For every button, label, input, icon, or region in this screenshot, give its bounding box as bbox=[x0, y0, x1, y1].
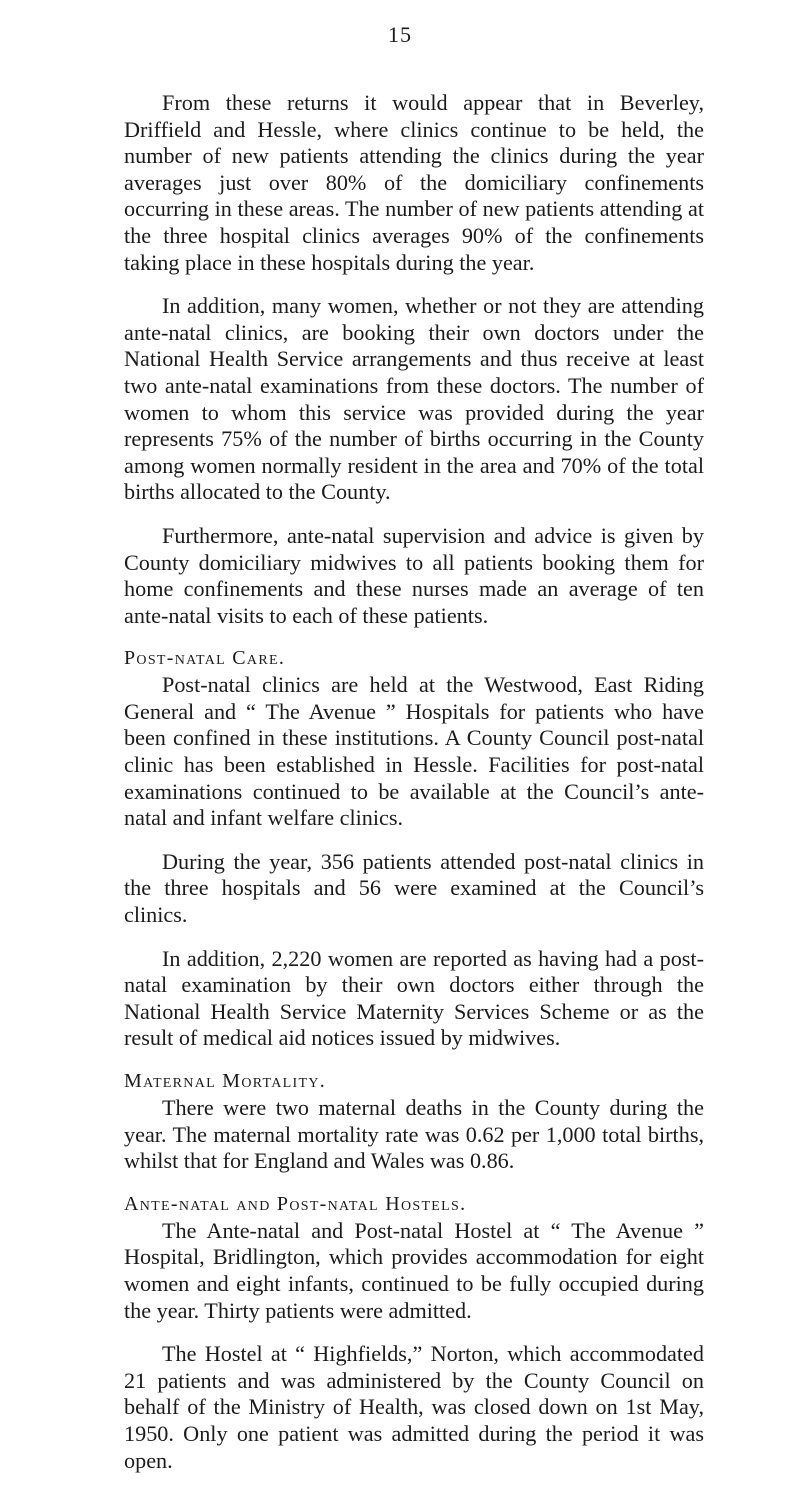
paragraph-own-doctors: In addition, many women, whether or not they are attending ante-natal clinics, are booking their own doctors under the National Health Service arrangements and thus receive at least two ante-natal examinations from these doctors. The number of women to whom this service was provided during the year represents 75% of the number of births occurring in the County among women normally resident in the area and 70% of the total births allocated to the County. bbox=[124, 293, 704, 505]
paragraph-post-natal-examinations: In addition, 2,220 women are reported as having had a post-natal examination by their own doctors either through the National Health Service Maternity Services Scheme or as the result of medical aid notices issued by midwives. bbox=[124, 945, 704, 1051]
paragraph-post-natal-attendance: During the year, 356 patients attended post-natal clinics in the three hospitals and 56 were examined at the Council’s clinics. bbox=[124, 848, 704, 928]
paragraph-returns-summary: From these returns it would appear that in Beverley, Driffield and Hessle, where clinics continue to be held, the number of new patients attending the clinics during the year averages just over 80% of the domiciliary confinements occurring in these areas. The number of new patients attending at the three hospital clinics averages 90% of the confinements taking place in these hospitals during the year. bbox=[124, 90, 704, 275]
paragraph-avenue-hostel: The Ante-natal and Post-natal Hostel at “ The Avenue ” Hospital, Bridlington, which provides accommodation for eight women and eight infants, continued to be fully occupied during the year. Thirty patients were admitted. bbox=[124, 1217, 704, 1323]
paragraph-highfields-hostel: The Hostel at “ Highfields,” Norton, which accommodated 21 patients and was administered by the County Council on behalf of the Ministry of Health, was closed down on 1st May, 1950. Only one patient was admitted during the period it was open. bbox=[124, 1341, 704, 1473]
heading-maternal-mortality: Maternal Mortality. bbox=[124, 1070, 327, 1092]
paragraph-maternal-deaths: There were two maternal deaths in the County during the year. The maternal mortality rate was 0.62 per 1,000 total births, whilst that for England and Wales was 0.86. bbox=[124, 1095, 704, 1174]
paragraph-domiciliary-midwives: Furthermore, ante-natal supervision and advice is given by County domiciliary midwives to all patients booking them for home confinements and these nurses made an average of ten ante-natal visits to each of these patients. bbox=[124, 522, 704, 628]
page-number: 15 bbox=[388, 22, 412, 47]
document-body bbox=[124, 90, 704, 1491]
heading-post-natal-care: Post-natal Care. bbox=[124, 647, 286, 670]
heading-hostels: Ante-natal and Post-natal Hostels. bbox=[124, 1192, 467, 1215]
paragraph-post-natal-clinics: Post-natal clinics are held at the Westwood, East Riding General and “ The Avenue ” Hospitals for patients who have been confined in these institutions. A County Council post-natal clinic has been established in Hessle. Facilities for post-natal examinations continued to be available at the Council’s ante-natal and infant welfare clinics. bbox=[124, 672, 704, 831]
